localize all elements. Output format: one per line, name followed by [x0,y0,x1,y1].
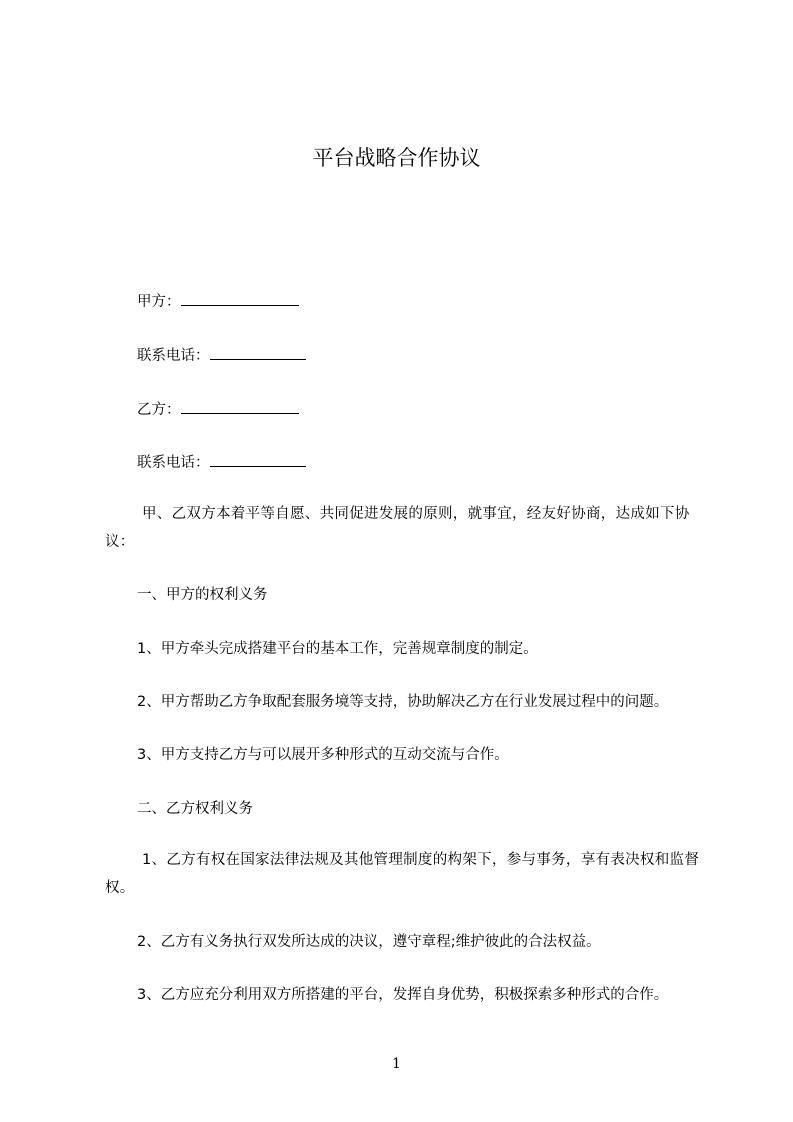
section-2-item-2: 2、乙方有义务执行双发所达成的决议，遵守章程;维护彼此的合法权益。 [137,934,601,950]
section-2-item-3: 3、乙方应充分利用双方所搭建的平台，发挥自身优势，积极探索多种形式的合作。 [137,987,669,1003]
party-a-blank [181,291,299,306]
section-2-heading: 二、乙方权利义务 [137,801,253,817]
party-a-field [137,291,299,312]
page-number: 1 [392,1056,401,1072]
section-2-item-1: 1、乙方有权在国家法律法规及其他管理制度的构架下，参与事务，享有表决权和监督权。 [105,852,700,896]
phone-a-blank [210,345,306,360]
phone-a-label: 联系电话： [137,348,210,364]
section-1-item-2: 2、甲方帮助乙方争取配套服务境等支持，协助解决乙方在行业发展过程中的问题。 [137,694,669,710]
section-1-heading: 一、甲方的权利义务 [137,587,268,603]
intro-paragraph: 甲、乙双方本着平等自愿、共同促进发展的原则，就事宜，经友好协商，达成如下协议： [105,506,690,550]
document-title: 平台战略合作协议 [312,146,481,170]
phone-b-field [137,452,306,473]
party-a-label: 甲方： [137,294,181,310]
party-b-blank [181,399,299,414]
phone-a-field [137,345,306,366]
party-b-field [137,399,299,420]
section-1-item-1: 1、甲方牵头完成搭建平台的基本工作，完善规章制度的制定。 [137,641,538,657]
party-b-label: 乙方： [137,402,181,418]
phone-b-blank [210,452,306,467]
section-1-item-3: 3、甲方支持乙方与可以展开多种形式的互动交流与合作。 [137,747,509,763]
phone-b-label: 联系电话： [137,455,210,471]
